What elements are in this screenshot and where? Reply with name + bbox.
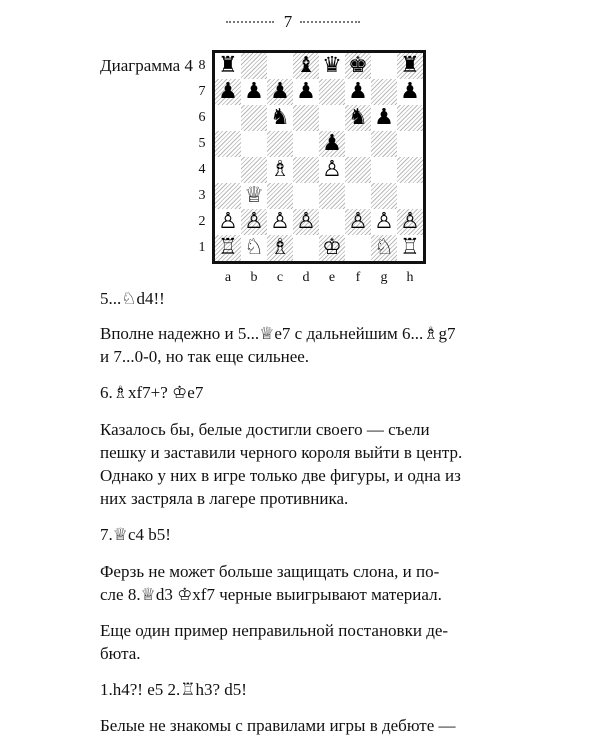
diagram-label: Диаграмма 4 bbox=[100, 56, 193, 75]
board-square-c3 bbox=[267, 183, 293, 209]
chess-piece-icon: ♙ bbox=[218, 209, 238, 234]
board-square-e1 bbox=[319, 235, 345, 261]
board-square-g7 bbox=[371, 79, 397, 105]
move-text-2: 6.♗xf7+? ♔е7 bbox=[100, 383, 204, 402]
board-square-e3 bbox=[319, 183, 345, 209]
board-square-f6 bbox=[345, 105, 371, 131]
board-square-b1 bbox=[241, 235, 267, 261]
header-rule-left bbox=[226, 21, 274, 23]
board-square-d4 bbox=[293, 157, 319, 183]
chess-piece-icon: ♙ bbox=[244, 209, 264, 234]
paragraph-line: Казалось бы, белые достигли своего — съели bbox=[100, 420, 430, 439]
chess-piece-icon: ♘ bbox=[374, 235, 394, 260]
board-square-g5 bbox=[371, 131, 397, 157]
board-square-b7 bbox=[241, 79, 267, 105]
board-square-a3 bbox=[215, 183, 241, 209]
file-label: d bbox=[302, 270, 310, 285]
board-square-d8 bbox=[293, 53, 319, 79]
board-square-c7 bbox=[267, 79, 293, 105]
board-square-d5 bbox=[293, 131, 319, 157]
board-square-c4 bbox=[267, 157, 293, 183]
move-text-1: 5...♘d4!! bbox=[100, 289, 165, 308]
chess-piece-icon: ♙ bbox=[348, 209, 368, 234]
board-square-c2 bbox=[267, 209, 293, 235]
chess-piece-icon: ♟ bbox=[400, 79, 420, 104]
board-square-c6 bbox=[267, 105, 293, 131]
rank-label: 3 bbox=[198, 188, 206, 203]
board-square-e7 bbox=[319, 79, 345, 105]
board-square-a8 bbox=[215, 53, 241, 79]
board-square-c5 bbox=[267, 131, 293, 157]
rank-label: 5 bbox=[198, 136, 206, 151]
board-square-h4 bbox=[397, 157, 423, 183]
chess-piece-icon: ♟ bbox=[296, 79, 316, 104]
board-square-e6 bbox=[319, 105, 345, 131]
paragraph-line: Белые не знакомы с правилами игры в дебюте — bbox=[100, 716, 456, 735]
board-square-b8 bbox=[241, 53, 267, 79]
file-label: h bbox=[406, 270, 414, 285]
board-square-g6 bbox=[371, 105, 397, 131]
move-text-4: 1.h4?! e5 2.♖h3? d5! bbox=[100, 680, 247, 699]
board-square-f1 bbox=[345, 235, 371, 261]
page-number: 7 bbox=[283, 12, 293, 31]
board-square-h7 bbox=[397, 79, 423, 105]
file-label: f bbox=[355, 270, 361, 285]
paragraph-line: пешку и заставили черного короля выйти в центр. bbox=[100, 443, 463, 462]
chess-piece-icon: ♟ bbox=[348, 79, 368, 104]
board-square-d2 bbox=[293, 209, 319, 235]
board-square-a2 bbox=[215, 209, 241, 235]
rank-label: 8 bbox=[198, 58, 206, 73]
paragraph-line: Вполне надежно и 5...♕е7 с дальнейшим 6...♗g7 bbox=[100, 324, 456, 343]
board-square-c1 bbox=[267, 235, 293, 261]
board-square-g3 bbox=[371, 183, 397, 209]
rank-label: 2 bbox=[198, 214, 206, 229]
board-square-h5 bbox=[397, 131, 423, 157]
paragraph-line: Однако у них в игре только две фигуры, и одна из bbox=[100, 466, 461, 485]
board-square-f5 bbox=[345, 131, 371, 157]
file-label: g bbox=[380, 270, 388, 285]
file-label: c bbox=[276, 270, 284, 285]
chess-piece-icon: ♚ bbox=[348, 53, 368, 78]
chess-piece-icon: ♜ bbox=[218, 53, 238, 78]
board-square-h1 bbox=[397, 235, 423, 261]
rank-label: 1 bbox=[198, 240, 206, 255]
board-square-g8 bbox=[371, 53, 397, 79]
chess-piece-icon: ♙ bbox=[270, 209, 290, 234]
board-square-d1 bbox=[293, 235, 319, 261]
board-square-e5 bbox=[319, 131, 345, 157]
board-square-g1 bbox=[371, 235, 397, 261]
board-square-b6 bbox=[241, 105, 267, 131]
paragraph-line: и 7...0-0, но так еще сильнее. bbox=[100, 347, 310, 366]
chess-piece-icon: ♞ bbox=[270, 105, 290, 130]
rank-label: 7 bbox=[198, 84, 206, 99]
board-square-e2 bbox=[319, 209, 345, 235]
board-square-a7 bbox=[215, 79, 241, 105]
chess-piece-icon: ♗ bbox=[270, 235, 290, 260]
page-header bbox=[0, 12, 600, 34]
chess-piece-icon: ♜ bbox=[400, 53, 420, 78]
board-square-b4 bbox=[241, 157, 267, 183]
board-square-h3 bbox=[397, 183, 423, 209]
chess-piece-icon: ♕ bbox=[244, 183, 264, 208]
board-square-h6 bbox=[397, 105, 423, 131]
paragraph-line: сле 8.♕d3 ♔xf7 черные выигрывают материал. bbox=[100, 585, 442, 604]
board-square-e8 bbox=[319, 53, 345, 79]
board-square-f8 bbox=[345, 53, 371, 79]
chess-piece-icon: ♟ bbox=[270, 79, 290, 104]
chess-board bbox=[212, 50, 426, 264]
file-label: b bbox=[250, 270, 258, 285]
paragraph-line: Еще один пример неправильной постановки де- bbox=[100, 621, 449, 640]
chess-piece-icon: ♟ bbox=[374, 105, 394, 130]
board-square-d6 bbox=[293, 105, 319, 131]
board-square-h8 bbox=[397, 53, 423, 79]
board-square-f2 bbox=[345, 209, 371, 235]
board-square-d7 bbox=[293, 79, 319, 105]
board-square-b5 bbox=[241, 131, 267, 157]
chess-piece-icon: ♖ bbox=[218, 235, 238, 260]
board-square-d3 bbox=[293, 183, 319, 209]
board-square-f4 bbox=[345, 157, 371, 183]
board-square-a4 bbox=[215, 157, 241, 183]
board-square-b2 bbox=[241, 209, 267, 235]
chess-piece-icon: ♞ bbox=[348, 105, 368, 130]
board-square-a6 bbox=[215, 105, 241, 131]
chess-piece-icon: ♙ bbox=[322, 157, 342, 182]
paragraph-line: них застряла в лагере противника. bbox=[100, 489, 349, 508]
chess-piece-icon: ♙ bbox=[296, 209, 316, 234]
chess-piece-icon: ♖ bbox=[400, 235, 420, 260]
board-square-a1 bbox=[215, 235, 241, 261]
rank-label: 6 bbox=[198, 110, 206, 125]
board-square-f7 bbox=[345, 79, 371, 105]
board-square-h2 bbox=[397, 209, 423, 235]
header-rule-right bbox=[300, 21, 360, 23]
chess-piece-icon: ♘ bbox=[244, 235, 264, 260]
board-square-c8 bbox=[267, 53, 293, 79]
move-text-3: 7.♕c4 b5! bbox=[100, 525, 171, 544]
chess-piece-icon: ♙ bbox=[400, 209, 420, 234]
chess-piece-icon: ♛ bbox=[322, 53, 342, 78]
chess-piece-icon: ♗ bbox=[270, 157, 290, 182]
board-square-g4 bbox=[371, 157, 397, 183]
chess-piece-icon: ♝ bbox=[296, 53, 316, 78]
board-square-b3 bbox=[241, 183, 267, 209]
chess-piece-icon: ♙ bbox=[374, 209, 394, 234]
board-square-f3 bbox=[345, 183, 371, 209]
chess-piece-icon: ♔ bbox=[322, 235, 342, 260]
chess-piece-icon: ♟ bbox=[244, 79, 264, 104]
rank-label: 4 bbox=[198, 162, 206, 177]
board-square-e4 bbox=[319, 157, 345, 183]
paragraph-line: бюта. bbox=[100, 644, 141, 663]
file-label: a bbox=[224, 270, 232, 285]
board-square-g2 bbox=[371, 209, 397, 235]
paragraph-line: Ферзь не может больше защищать слона, и по- bbox=[100, 562, 440, 581]
file-label: e bbox=[328, 270, 336, 285]
chess-piece-icon: ♟ bbox=[218, 79, 238, 104]
board-square-a5 bbox=[215, 131, 241, 157]
chess-piece-icon: ♟ bbox=[322, 131, 342, 156]
